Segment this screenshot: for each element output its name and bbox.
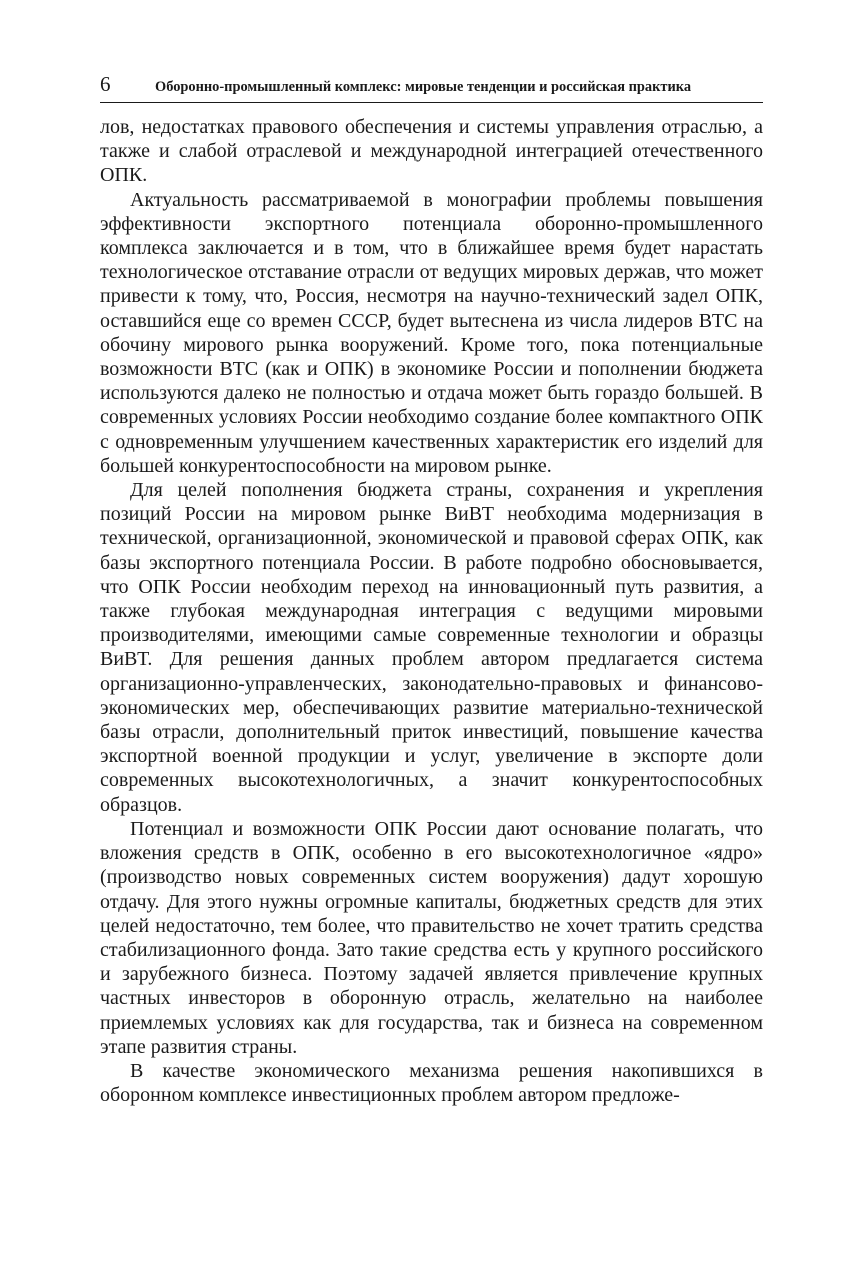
running-title: Оборонно-промышленный комплекс: мировые тенденции и российская практика <box>155 79 692 95</box>
running-head <box>100 72 763 103</box>
body-text <box>100 115 763 1107</box>
page-number: 6 <box>100 72 111 96</box>
paragraph: Потенциал и возможности ОПК России дают основание полагать, что вложения средств в ОПК, особенно в его высокотехнологичное «ядро» (производство новых современных систем вооружения) дадут хорошую отдачу. Для этого нужны огромные капиталы, бюджетных средств для этих целей недостаточно, тем более, что правительство не хочет тратить средства стабилизационного фонда. Зато такие средства есть у крупного российского и зарубежного бизнеса. Поэтому задачей является привлечение крупных частных инвесторов в оборонную отрасль, желательно на наиболее приемлемых условиях как для государства, так и бизнеса на современном этапе развития страны. <box>100 817 763 1058</box>
paragraph-continued: лов, недостатках правового обеспечения и системы управления отраслью, а также и слабой отраслевой и международной интеграцией отечественного ОПК. <box>100 116 763 187</box>
paragraph: В качестве экономического механизма решения накопившихся в оборонном комплексе инвестиционных проблем автором предложе- <box>100 1059 763 1107</box>
book-page <box>100 72 763 1107</box>
paragraph: Актуальность рассматриваемой в монографии проблемы повышения эффективности экспортного потенциала оборонно-промышленного комплекса заключается и в том, что в ближайшее время будет нарастать технологическое отставание отрасли от ведущих мировых держав, что может привести к тому, что, Россия, несмотря на научно-технический задел ОПК, оставшийся еще со времен СССР, будет вытеснена из числа лидеров ВТС на обочину мирового рынка вооружений. Кроме того, пока потенциальные возможности ВТС (как и ОПК) в экономике России и пополнении бюджета используются далеко не полностью и отдача может быть гораздо большей. В современных условиях России необходимо создание более компактного ОПК с одновременным улучшением качественных характеристик его изделий для большей конкурентоспособности на мировом рынке. <box>100 188 763 477</box>
paragraph: Для целей пополнения бюджета страны, сохранения и укрепления позиций России на мировом рынке ВиВТ необходима модернизация в технической, организационной, экономической и правовой сферах ОПК, как базы экспортного потенциала России. В работе подробно обосновывается, что ОПК России необходим переход на инновационный путь развития, а также глубокая международная интеграция с ведущими мировыми производителями, имеющими самые современные технологии и образцы ВиВТ. Для решения данных проблем автором предлагается система организационно-управленческих, законодательно-правовых и финансово-экономических мер, обеспечивающих развитие материально-технической базы отрасли, дополнительный приток инвестиций, повышение качества экспортной военной продукции и услуг, увеличение в экспорте доли современных высокотехнологичных, а значит конкурентоспособных образцов. <box>100 479 763 816</box>
